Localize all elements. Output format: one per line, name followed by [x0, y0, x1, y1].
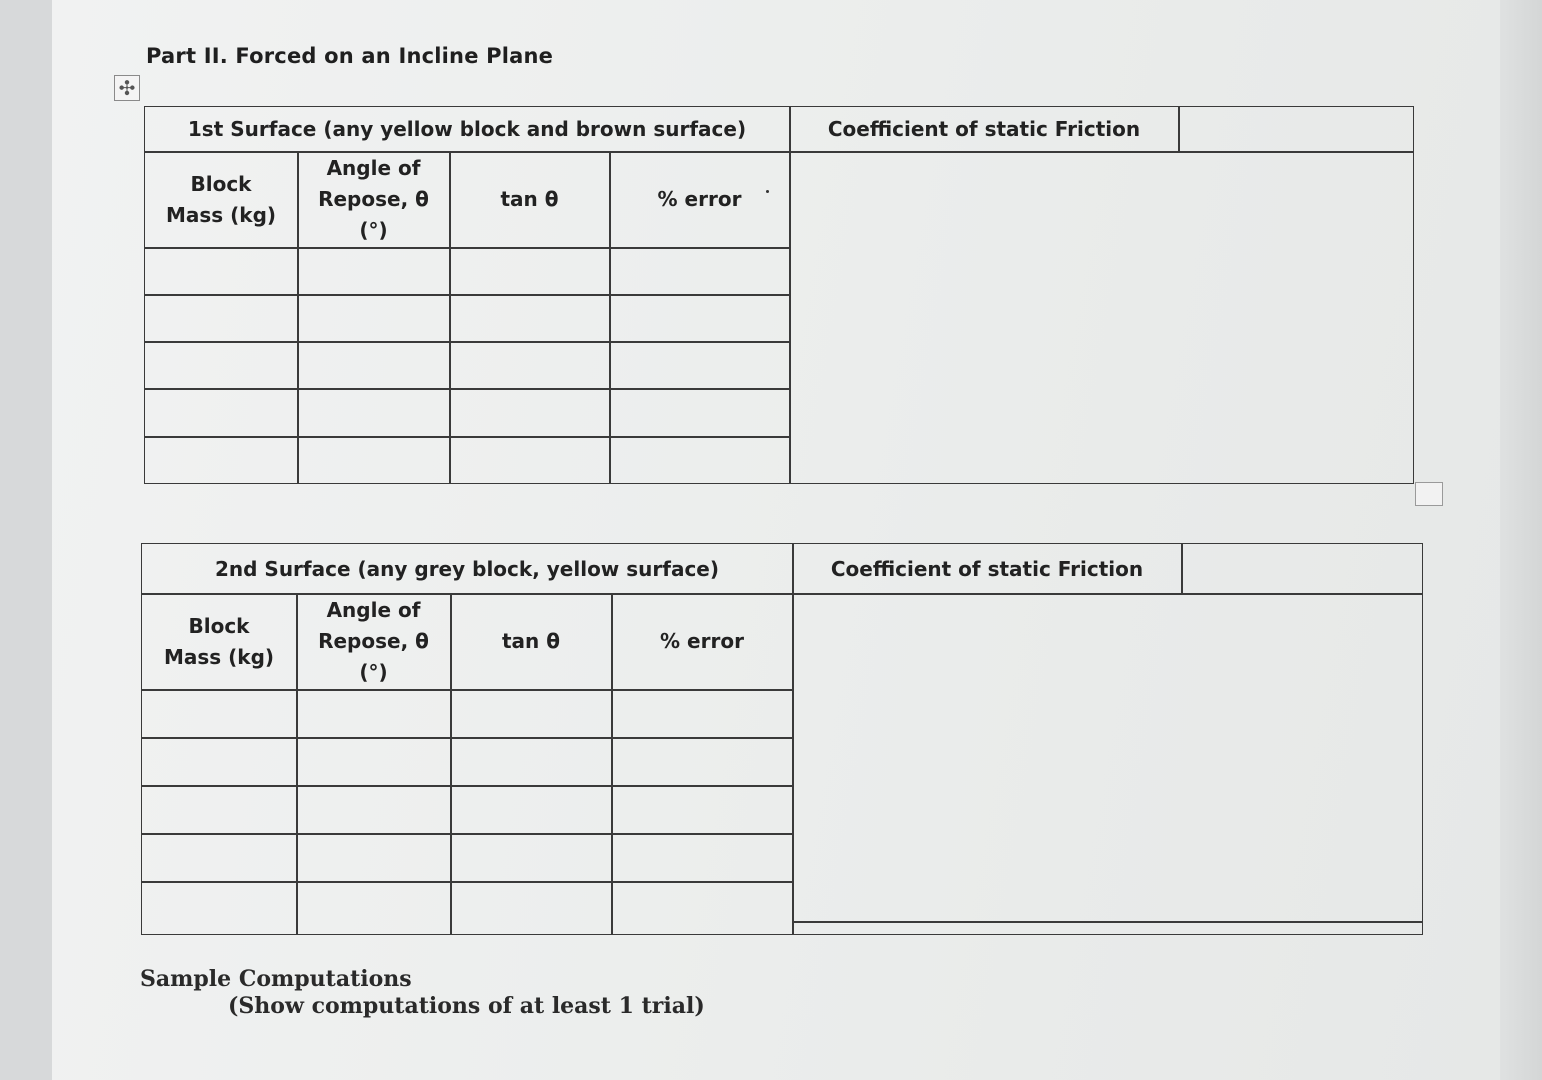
- table-2-error-header: % error: [660, 629, 744, 653]
- table-2-cell[interactable]: [297, 690, 450, 737]
- table-2-cell[interactable]: [142, 834, 296, 881]
- table-1-cell[interactable]: [450, 342, 609, 388]
- table-2-cell[interactable]: [612, 690, 792, 737]
- table-2-cell[interactable]: [451, 882, 611, 934]
- table-1-cell[interactable]: [450, 437, 609, 483]
- table-2-coefficient-value[interactable]: [794, 595, 1422, 921]
- table-2-cell[interactable]: [612, 834, 792, 881]
- table-2-cell[interactable]: [297, 834, 450, 881]
- page-edge: [1500, 0, 1542, 1080]
- table-2-cell[interactable]: [612, 738, 792, 785]
- table-1-cell[interactable]: [450, 248, 609, 294]
- sample-title: Sample Computations: [140, 966, 412, 992]
- table-2-cell[interactable]: [451, 738, 611, 785]
- table-1-cell[interactable]: [145, 295, 297, 341]
- table-1-cell[interactable]: [610, 342, 789, 388]
- table-1-error-header: % error: [657, 187, 742, 211]
- sample-computations: [140, 966, 705, 1020]
- table-2-cell[interactable]: [297, 738, 450, 785]
- table-1-tan-header: tan θ: [500, 187, 559, 211]
- table-2-surface-header: 2nd Surface (any grey block, yellow surface): [214, 556, 720, 581]
- table-2-angle-header: Angle of Repose, θ (°): [318, 598, 429, 684]
- table-1-cell[interactable]: [145, 437, 297, 483]
- table-1-cell[interactable]: [610, 437, 789, 483]
- table-1-cell[interactable]: [298, 389, 449, 436]
- sample-subtitle: (Show computations of at least 1 trial): [228, 993, 705, 1019]
- table-1-cell[interactable]: [610, 295, 789, 341]
- table-1-cell[interactable]: [145, 389, 297, 436]
- table-2-divider: [1181, 543, 1183, 594]
- table-1-divider: [1178, 106, 1180, 152]
- table-1-cell[interactable]: [298, 248, 449, 294]
- table-1-coefficient-value[interactable]: [791, 153, 1413, 483]
- table-1-cell[interactable]: [610, 248, 789, 294]
- table-1-cell[interactable]: [450, 295, 609, 341]
- table-1-cell[interactable]: [298, 295, 449, 341]
- table-2-cell[interactable]: [612, 786, 792, 833]
- resize-square-icon[interactable]: [1415, 482, 1443, 506]
- table-1-cell[interactable]: [610, 389, 789, 436]
- table-1-cell[interactable]: [145, 248, 297, 294]
- table-1-cell[interactable]: [298, 437, 449, 483]
- table-2-coefficient-header: Coefficient of static Friction: [830, 556, 1144, 581]
- table-1-cell[interactable]: [298, 342, 449, 388]
- table-2-cell[interactable]: [297, 786, 450, 833]
- table-2-cell[interactable]: [142, 882, 296, 934]
- table-2-cell[interactable]: [451, 834, 611, 881]
- table-2-divider: [793, 921, 1423, 923]
- table-1-angle-header: Angle of Repose, θ (°): [318, 156, 429, 242]
- table-2-cell[interactable]: [612, 882, 792, 934]
- table-1-block-mass-header: Block Mass (kg): [165, 171, 277, 227]
- table-1-coefficient-header: Coefficient of static Friction: [827, 116, 1141, 141]
- table-1-cell[interactable]: [145, 342, 297, 388]
- table-2-cell[interactable]: [451, 786, 611, 833]
- table-2-cell[interactable]: [142, 738, 296, 785]
- table-2-cell[interactable]: [142, 786, 296, 833]
- section-title: Part II. Forced on an Incline Plane: [146, 44, 554, 68]
- move-cross-icon[interactable]: ✣: [114, 75, 140, 101]
- table-2-cell[interactable]: [142, 690, 296, 737]
- table-2-tan-header: tan θ: [502, 629, 560, 653]
- table-2-cell[interactable]: [297, 882, 450, 934]
- table-2-cell[interactable]: [451, 690, 611, 737]
- table-1-surface-header: 1st Surface (any yellow block and brown surface): [187, 116, 747, 141]
- table-1-cell[interactable]: [450, 389, 609, 436]
- table-2-block-mass-header: Block Mass (kg): [163, 613, 275, 669]
